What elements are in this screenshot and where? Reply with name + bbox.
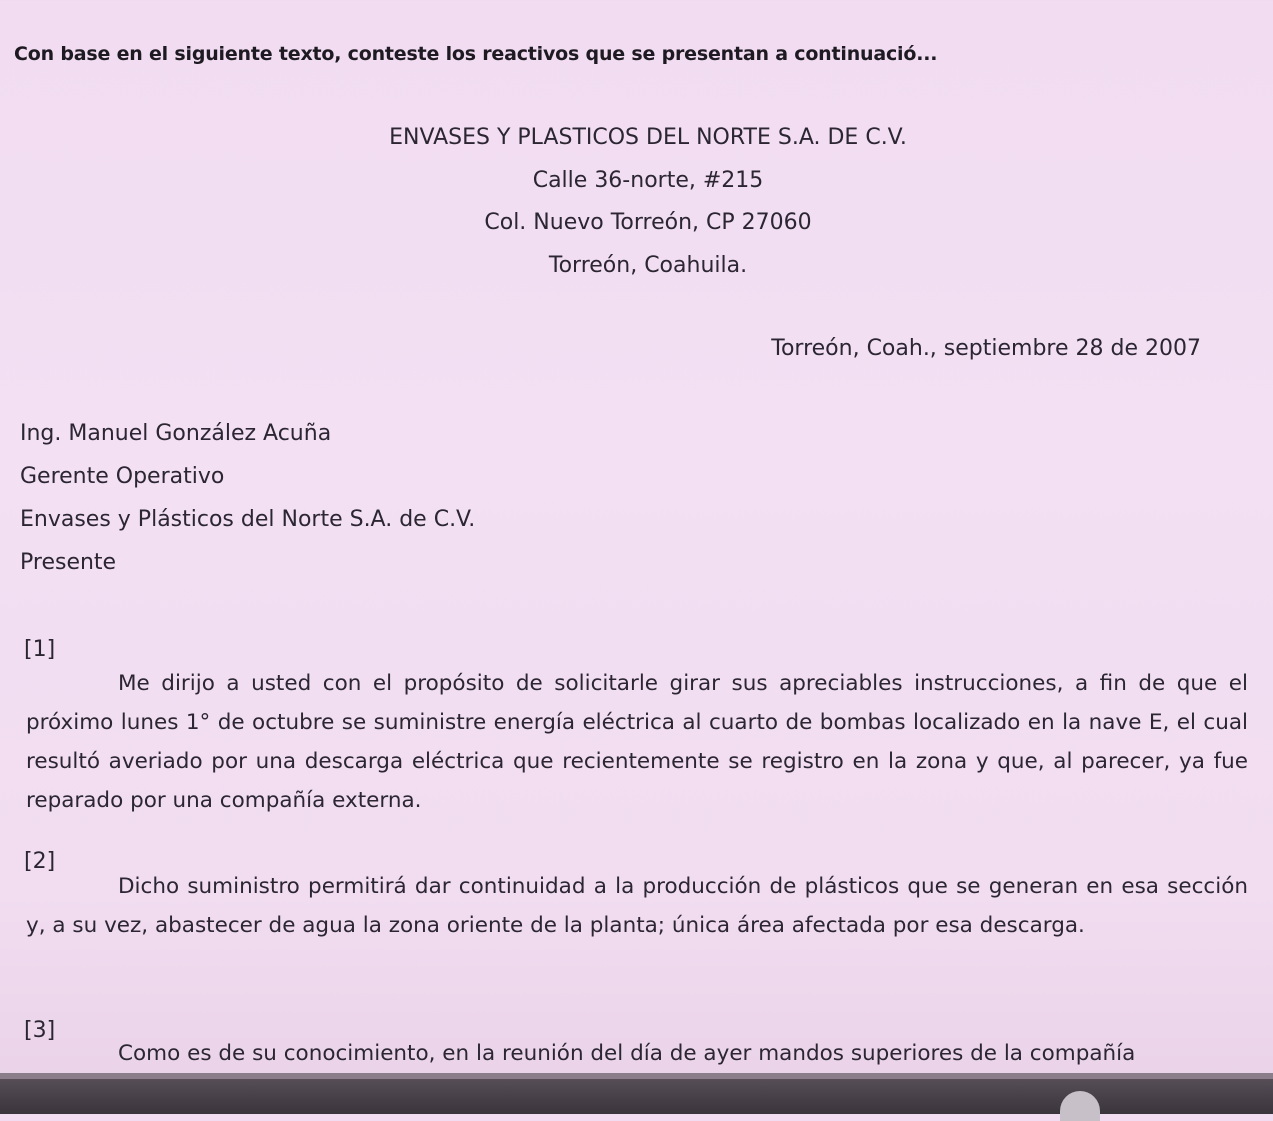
letterhead-street: Calle 36-norte, #215 <box>532 168 764 193</box>
paragraph-marker-1: [1] <box>24 637 56 662</box>
letter-date: Torreón, Coah., septiembre 28 de 2007 <box>771 336 1201 361</box>
recipient-greeting: Presente <box>20 550 117 575</box>
paragraph-2: Dicho suministro permitirá dar continuidad a la producción de plásticos que se generan en esa sección y, a su vez, abastecer de agua la zona oriente de la planta; única área afectada por esa descarga. <box>26 874 1248 938</box>
letterhead-city: Torreón, Coahuila. <box>548 253 748 278</box>
taskbar-edge <box>0 1073 1273 1079</box>
taskbar <box>0 1073 1273 1114</box>
paragraph-marker-3: [3] <box>24 1018 56 1043</box>
instructions-text: Con base en el siguiente texto, conteste los reactivos que se presentan a continuació... <box>14 43 938 65</box>
letterhead-colony: Col. Nuevo Torreón, CP 27060 <box>484 210 812 235</box>
paragraph-3: Como es de su conocimiento, en la reunión del día de ayer mandos superiores de la compañía <box>118 1041 1136 1066</box>
recipient-name: Ing. Manuel González Acuña <box>20 421 332 446</box>
recipient-company: Envases y Plásticos del Norte S.A. de C.V. <box>20 507 476 532</box>
letterhead-company: ENVASES Y PLASTICOS DEL NORTE S.A. DE C.V. <box>389 125 907 150</box>
paragraph-1: Me dirijo a usted con el propósito de solicitarle girar sus apreciables instrucciones, a fin de que el próximo lunes 1° de octubre se suministre energía eléctrica al cuarto de bombas localizado en la nave E, el cual resultó averiado por una descarga eléctrica que recientemente se registro en la zona y que, al parecer, ya fue reparado por una compañía externa. <box>26 671 1248 813</box>
paragraph-marker-2: [2] <box>24 849 56 874</box>
app-icon[interactable] <box>1060 1091 1100 1121</box>
recipient-position: Gerente Operativo <box>20 464 225 489</box>
